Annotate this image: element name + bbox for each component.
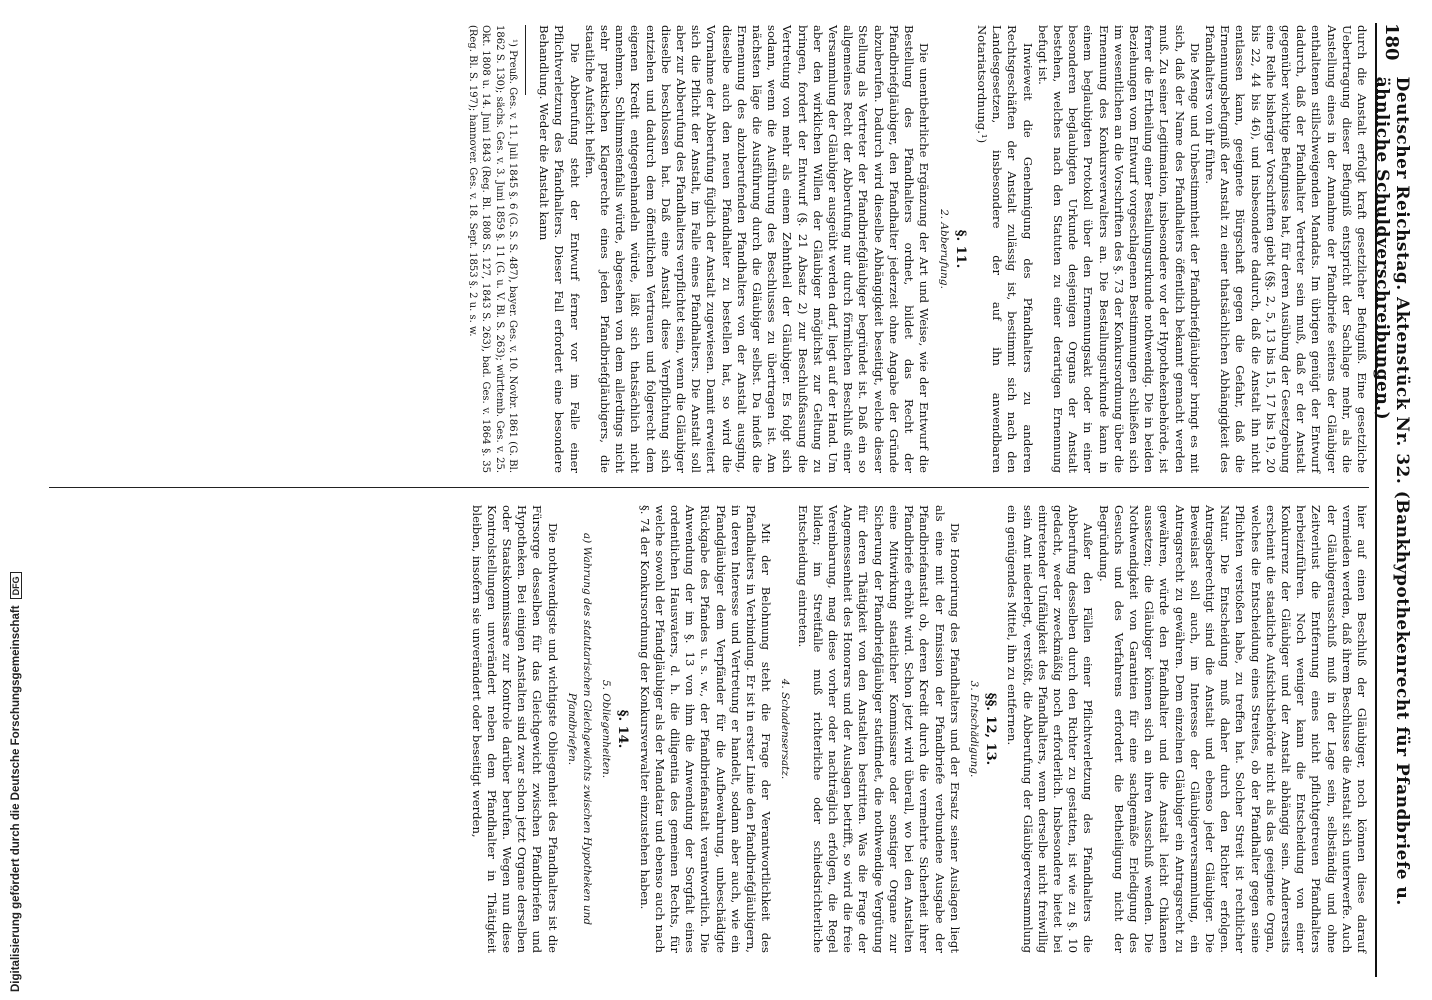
paragraph: Die Menge und Unbestimmtheit der Pfandbriefgläubiger bringt es mit sich, daß der Name des Pfandhalters öffentlich bekannt gemacht werden muß. Zu seiner Legitimation, insbesondere vor der Hypothekenbehörde, ist ferner die Ertheilung einer Bestallungsurkunde nothwendig. Die in beiden Beziehungen vom Entwurf vorgeschlagenen Bestimmungen schließen sich im wesentlichen an die Vorschriften des §. 73 der Konkursordnung über die Ernennung des Konkursverwalters an. Die Bestallungsurkunde kann in einem beglaubigten Protokoll über den Ernennungsakt oder in einer besonderen beglaubigten Urkunde desjenigen Organs der Anstalt bestehen, welches nach den Statuten zu einer derartigen Ernennung befugt ist.: [1035, 25, 1202, 473]
credit-text: Digitalisierung gefördert durch die Deutsche Forschungsgemeinschaft: [10, 605, 22, 992]
footnote-rule: [525, 25, 526, 95]
section-heading: §. 14.: [615, 709, 631, 749]
digitization-credit: [4, 574, 24, 994]
paragraph: Die unentbehrliche Ergänzung der Art und Weise, wie der Entwurf die Bestellung des Pfandhalters ordnet, bildet das Recht der Pfandbriefgläubiger, den Pfandhalter jederzeit ohne Angabe der Gründe abzuberufen. Dadurch wird dieselbe Abhängigkeit beseitigt, welche dieser Stellung als Vertreter der Pfandbriefgläubiger begründet ist. Daß ein so allgemeines Recht der Abberufung nur durch förmlichen Beschluß einer Versammlung der Gläubiger ausgeübt werden darf, liegt auf der Hand. Um aber den wirklichen Willen der Gläubiger möglichst zur Geltung zu bringen, fordert der Entwurf (§. 21 Absatz 2) zur Beschlußfassung die Vertretung von mehr als einem Zehntheil der Gläubiger. Es folgt sich sodann, wenn die Ausführung des Beschlusses zu übertragen ist. Am nächsten läge die Ausführung durch die Gläubiger selbst. Da indeß die Ernennung des abzuberufenden Pfandhalters von der Anstalt ausging, dieselbe auch den neuen Pfandhalter zu bestellen hat, so wird die Vornahme der Abberufung füglich der Anstalt zugewiesen. Damit erweitert sich die Pflicht der Anstalt, im Falle eines Pfandhalters. Die Anstalt soll aber zur Abberufung des Pfandhalters verpflichtet sein, wenn die Gläubiger dieselbe beschlossen hat. Daß eine Anstalt diese Verpflichtung sich entziehen und dadurch dem öffentlichen Vertrauen und folgerecht dem eigenen Kredit entgegenhandeln würde, läßt sich thatsächlich nicht annehmen. Schlimmstenfalls würde, abgesehen von dem allerdings nicht sehr praktischen Klagerechte eines jeden Pfandbriefgläubigers, die staatliche Aufsicht helfen.: [582, 25, 932, 473]
paragraph: Mit der Belohnung steht die Frage der Verantwortlichkeit des Pfandhalters in Verbindung. Er ist in erster Linie den Pfandbriefgläubigern, in deren Interesse und Vertretung er handelt, sodann aber auch, wie ein Pfandgläubiger dem Verpfänder für die Aufbewahrung, unbeschädigte Rückgabe des Pfandes u. s. w., der Pfandbriefanstalt verantwortlich. Die Anwendung der im §. 13 von ihm die Anwendung der Sorgfalt eines ordentlichen Hausvaters, d. h. die diligentia des gemeinen Rechts, für welche sowohl der Pfandgläubiger als der Mandatar und ebenso auch nach §. 74 der Konkursordnung der Konkursverwalter einzustehen haben.: [637, 505, 774, 953]
paragraph: Die Honorirung des Pfandhalters und der Ersatz seiner Auslagen liegt als eine mit der Emission der Pfandbriefe verbundene Ausgabe der Pfandbriefanstalt ob, deren Kredit durch die vermehrte Sicherheit ihrer Pfandbriefe erhöht wird. Schon jetzt wird überall, wo bei den Anstalten eine Mitwirkung staatlicher Kommissare oder sonstiger Organe zur Sicherung der Pfandbriefgläubiger stattfindet, die nothwendige Vergütung für deren Thätigkeit von den Anstalten bestritten. Was die Frage der Angemessenheit des Honorars und der Auslagen betrifft, so wird die freie Vereinbarung, mag diese vorher oder nachträglich erfolgen, die Regel bilden; im Streitfalle muß richterliche oder schiedsrichterliche Entscheidung eintreten.: [795, 505, 962, 953]
section-subtitle: 4. Schadensersatz.: [779, 678, 792, 780]
paragraph: Inwieweit die Genehmigung des Pfandhalters zu anderen Rechtsgeschäften der Anstalt zulässig ist, bestimmt sich nach den Landesgesetzen, insbesondere der auf ihn anwendbaren Notariatsordnung.¹): [974, 25, 1035, 473]
rotated-page: [31, 5, 1421, 995]
paragraph: Außer den Fällen einer Pflichtverletzung des Pfandhalters die Abberufung desselben durch den Richter zu gestatten, ist wie zu §. 10 gedacht, weder zweckmäßig noch erforderlich. Insbesondere bietet bei eintretender Unfähigkeit des Pfandhalters, wenn derselbe nicht freiwillig sein Amt niederlegt, verstößt, die Abberufung der Gläubigerversammlung ein genügendes Mittel, ihn zu entfernen.: [1005, 505, 1096, 953]
subsection-heading: a) Wahrung des statutarischen Gleichgewichts zwischen Hypotheken und Pfandbriefen.: [565, 532, 594, 926]
section-subtitle: 2. Abberufung.: [937, 209, 950, 289]
running-header: [1372, 23, 1412, 977]
section-subtitle: 3. Entschädigung.: [967, 680, 980, 778]
column-divider: [49, 487, 1369, 488]
page-number: 180: [1381, 23, 1403, 61]
footnote: ¹) Preuß. Ges. v. 11. Juli 1845 §. 6 (G. S. S. 487), bayer. Ges. v. 10. Novbr. 1861 (G. Bl. 1862 S. 130); sächs. Ges. v. 3. Juni 1859 §. 11 (G. u. V. Bl. S. 263); württemb. Ges. v. 25. Okt. 1808 u. 14. Juni 1843 (Reg. Bl. 1808 S. 127, 1843 S. 263), bad. Ges. v. 1864 §. 35 (Reg. Bl. S. 197); hannover. Ges. v. 18. Sept. 1853 §. 2 u. s. w.: [466, 25, 519, 473]
paragraph: Die Abberufung steht der Entwurf ferner vor im Falle einer Pflichtverletzung des Pfandhalters. Dieser Fall erfordert eine besondere Behandlung. Weder die Anstalt kann: [537, 25, 582, 473]
header-title: Deutscher Reichstag. Aktenstück Nr. 32. (Bankhypothekenrecht für Pfandbriefe u. ähnliche Schuldverschreibungen.): [1372, 76, 1412, 906]
paragraph: durch die Anstalt erfolgt kraft gesetzlicher Befugniß. Eine gesetzliche Uebertragung dieser Befugniß entspricht der Sachlage mehr, als die Anstellung eines in der Annahme der Pfandbriefe seitens der Gläubiger enthaltenen stillschweigenden Mandats. Im übrigen genügt der Entwurf dadurch, daß der Pfandhalter Vertreter sein muß, daß er der Anstalt gegenüber wichtige Befugnisse hat, für deren Ausübung der Gesetzgebung eine Reihe bisheriger Vorschriften giebt (§§. 2, 5, 13 bis 15, 17 bis 19, 20 bis 22, 44 bis 46), und insbesondere dadurch, daß die Anstalt ihn nicht entlassen kann, geeignete Bürgschaft gegen die Gefahr, daß die Ernennungsbefugniß der Anstalt zu einer thatsächlichen Abhängigkeit des Pfandhalters von ihr führe.: [1202, 25, 1369, 473]
paragraph: Die nothwendigste und wichtigste Obliegenheit des Pfandhalters ist die Fürsorge desselben für das Gleichgewicht zwischen Pfandbriefen und Hypotheken. Bei einigen Anstalten sind zwar schon jetzt Organe derselben oder Staatskommissare zur Kontrole darüber berufen. Wegen nun diese Kontrolstellungen unverändert neben dem Pfandhalter in Thätigkeit bleiben, insofern sie unverändert oder beseitigt werden,: [469, 505, 560, 953]
dfg-logo: DFG: [10, 572, 22, 599]
left-column: [465, 25, 1369, 473]
paragraph: hier auf einen Beschluß der Gläubiger, noch können diese darauf vermieden werden, daß ihrem Beschlusse die Anstalt sich unterwerfe. Auch der Gläubigerausschuß muß in der Lage sein, selbständig und ohne Zeitverlust die Entfernung eines nicht pflichtgetreuen Pfandhalters herbeizuführen. Noch weniger kann die Entscheidung von einer Konkurrenz der Gläubiger und der Anstalt abhängig sein. Andererseits erscheint die staatliche Aufsichtsbehörde nicht als das geeignete Organ, welches die Entscheidung eines Streites, ob der Pfandhalter gegen seine Pflichten verstoßen habe, zu treffen hat. Solcher Streit ist rechtlicher Natur. Die Entscheidung muß daher durch den Richter erfolgen. Antragsberechtigt sind die Anstalt und ebenso jeder Gläubiger. Die Beweislast soll auch, im Interesse der Gläubigerversammlung, ein Antragsrecht zu gewähren. Dem einzelnen Gläubiger ein Antragsrecht zu gewähren, würde den Pfandhalter und die Anstalt leicht Chikanen aussetzen; die Gläubiger können sich an ihren Ausschuß wenden. Die Nothwendigkeit von Garantien für eine sachgemäße Erledigung des Gesuchs und des Verfahrens erfordert die Betheiligung nicht der Begründung.: [1096, 505, 1369, 953]
section-heading: §. 11.: [952, 229, 968, 269]
right-column: [468, 505, 1369, 953]
section-heading: §§. 12, 13.: [983, 692, 999, 766]
section-subtitle: 5. Obliegenheiten.: [600, 679, 613, 779]
